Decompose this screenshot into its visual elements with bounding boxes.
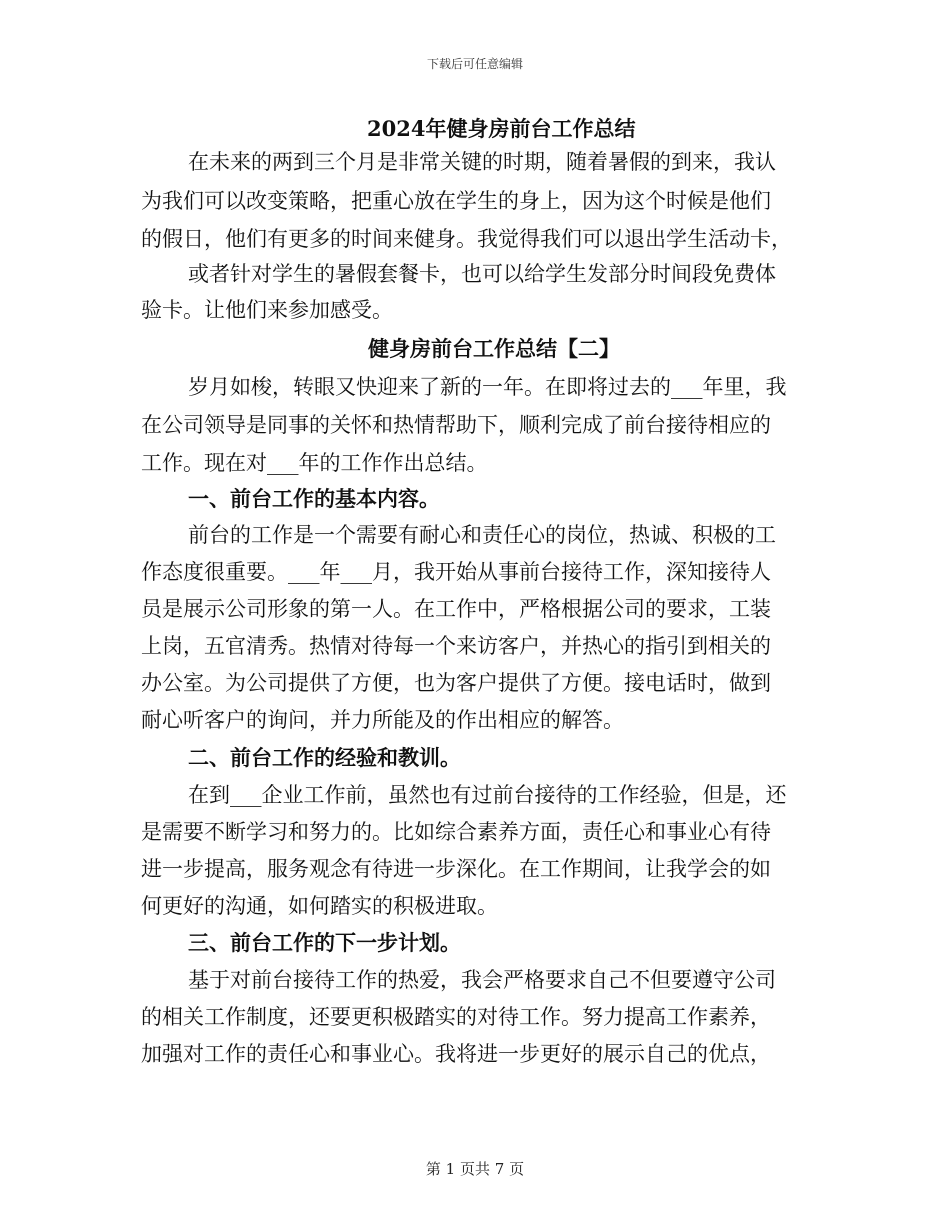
header-note: 下载后可任意编辑 <box>426 57 523 71</box>
paragraph-line: 进一步提高，服务观念有待进一步深化。在工作期间，让我学会的如 <box>141 857 771 881</box>
section-subtitle: 健身房前台工作总结【二】 <box>368 336 620 361</box>
section-heading: 二、前台工作的经验和教训。 <box>188 745 461 770</box>
page-footer: 第 1 页共 7 页 <box>425 1160 525 1178</box>
paragraph-line: 耐心听客户的询问，并力所能及的作出相应的解答。 <box>141 708 624 732</box>
paragraph-line: 员是展示公司形象的第一人。在工作中，严格根据公司的要求，工装 <box>141 597 771 621</box>
paragraph-line: 的假日，他们有更多的时间来健身。我觉得我们可以退出学生活动卡， <box>141 227 792 251</box>
paragraph-line: 基于对前台接待工作的热爱，我会严格要求自己不但要遵守公司 <box>188 968 776 992</box>
paragraph-line: 作态度很重要。___年___月，我开始从事前台接待工作，深知接待人 <box>141 560 771 584</box>
paragraph-line: 在到___企业工作前，虽然也有过前台接待的工作经验，但是，还 <box>188 783 787 807</box>
paragraph-line: 为我们可以改变策略，把重心放在学生的身上，因为这个时候是他们 <box>141 189 771 213</box>
section-heading: 一、前台工作的基本内容。 <box>188 486 440 511</box>
paragraph-line: 办公室。为公司提供了方便，也为客户提供了方便。接电话时，做到 <box>141 671 771 695</box>
paragraph-line: 加强对工作的责任心和事业心。我将进一步更好的展示自己的优点， <box>141 1042 771 1066</box>
paragraph-line: 何更好的沟通，如何踏实的积极进取。 <box>141 894 498 918</box>
paragraph-line: 的相关工作制度，还要更积极踏实的对待工作。努力提高工作素养， <box>141 1005 771 1029</box>
paragraph-line: 是需要不断学习和努力的。比如综合素养方面，责任心和事业心有待 <box>141 820 771 844</box>
paragraph-line: 在公司领导是同事的关怀和热情帮助下，顺利完成了前台接待相应的 <box>141 413 771 437</box>
document-title: 2024年健身房前台工作总结 <box>367 116 636 141</box>
paragraph-line: 上岗，五官清秀。热情对待每一个来访客户，并热心的指引到相关的 <box>141 634 771 658</box>
paragraph-line: 验卡。让他们来参加感受。 <box>141 298 393 322</box>
paragraph-line: 工作。现在对___年的工作作出总结。 <box>141 451 488 475</box>
paragraph-line: 岁月如梭，转眼又快迎来了新的一年。在即将过去的___年里，我 <box>188 375 787 399</box>
paragraph-line: 或者针对学生的暑假套餐卡，也可以给学生发部分时间段免费体 <box>188 262 776 286</box>
section-heading: 三、前台工作的下一步计划。 <box>188 930 461 955</box>
paragraph-line: 在未来的两到三个月是非常关键的时期，随着暑假的到来，我认 <box>188 150 776 174</box>
paragraph-line: 前台的工作是一个需要有耐心和责任心的岗位，热诚、积极的工 <box>188 523 776 547</box>
